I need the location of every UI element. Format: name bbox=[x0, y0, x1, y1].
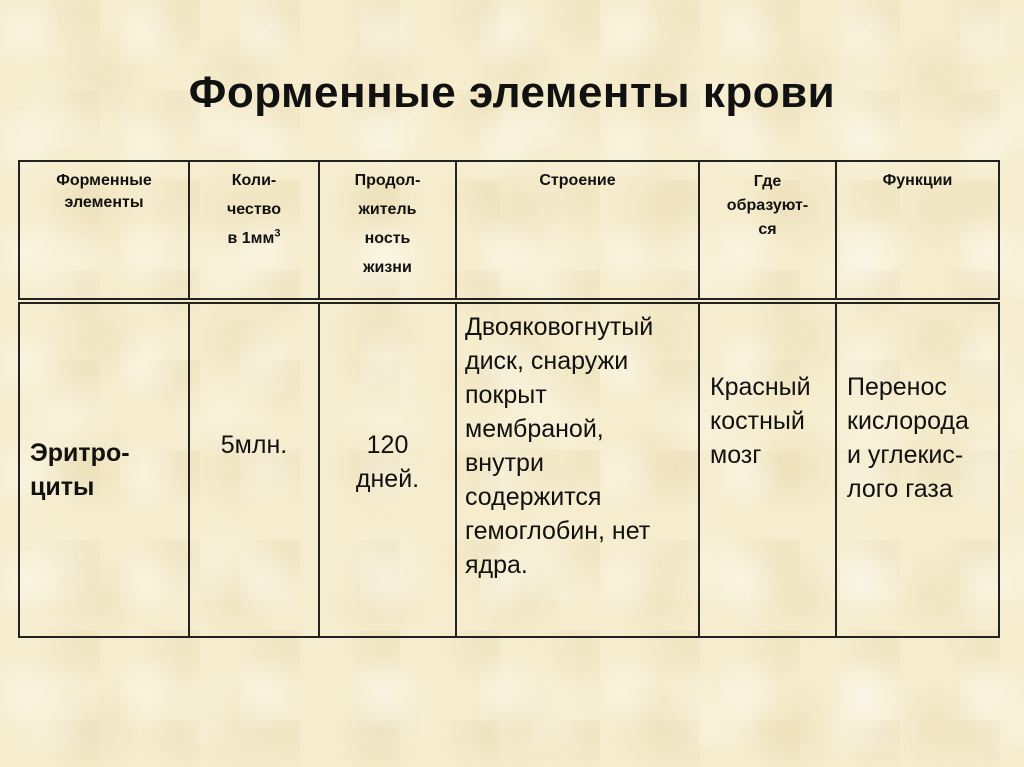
header-formed-elements: Форменные элементы bbox=[19, 161, 189, 301]
cell-functions: Перенос кислорода и углекис- лого газа bbox=[836, 301, 999, 637]
cell-lifespan: 120 дней. bbox=[319, 301, 456, 637]
header-formation-site: Где образуют- ся bbox=[699, 161, 836, 301]
cell-element-name: Эритро- циты bbox=[19, 301, 189, 637]
table-header-row bbox=[19, 161, 999, 301]
cell-formation-site: Красный костный мозг bbox=[699, 301, 836, 637]
header-functions: Функции bbox=[836, 161, 999, 301]
header-lifespan: Продол- житель ность жизни bbox=[319, 161, 456, 301]
header-structure: Строение bbox=[456, 161, 699, 301]
header-count: Коли- чество в $1мм^3$ bbox=[189, 161, 319, 301]
page-title: Форменные элементы крови bbox=[188, 68, 836, 117]
cell-count: 5млн. bbox=[189, 301, 319, 637]
table-row bbox=[19, 301, 999, 637]
blood-elements-table bbox=[18, 160, 1000, 638]
cell-structure: Двояковогнутый диск, снаружи покрыт мембраной, внутри содержится гемоглобин, нет ядра. bbox=[456, 301, 699, 637]
